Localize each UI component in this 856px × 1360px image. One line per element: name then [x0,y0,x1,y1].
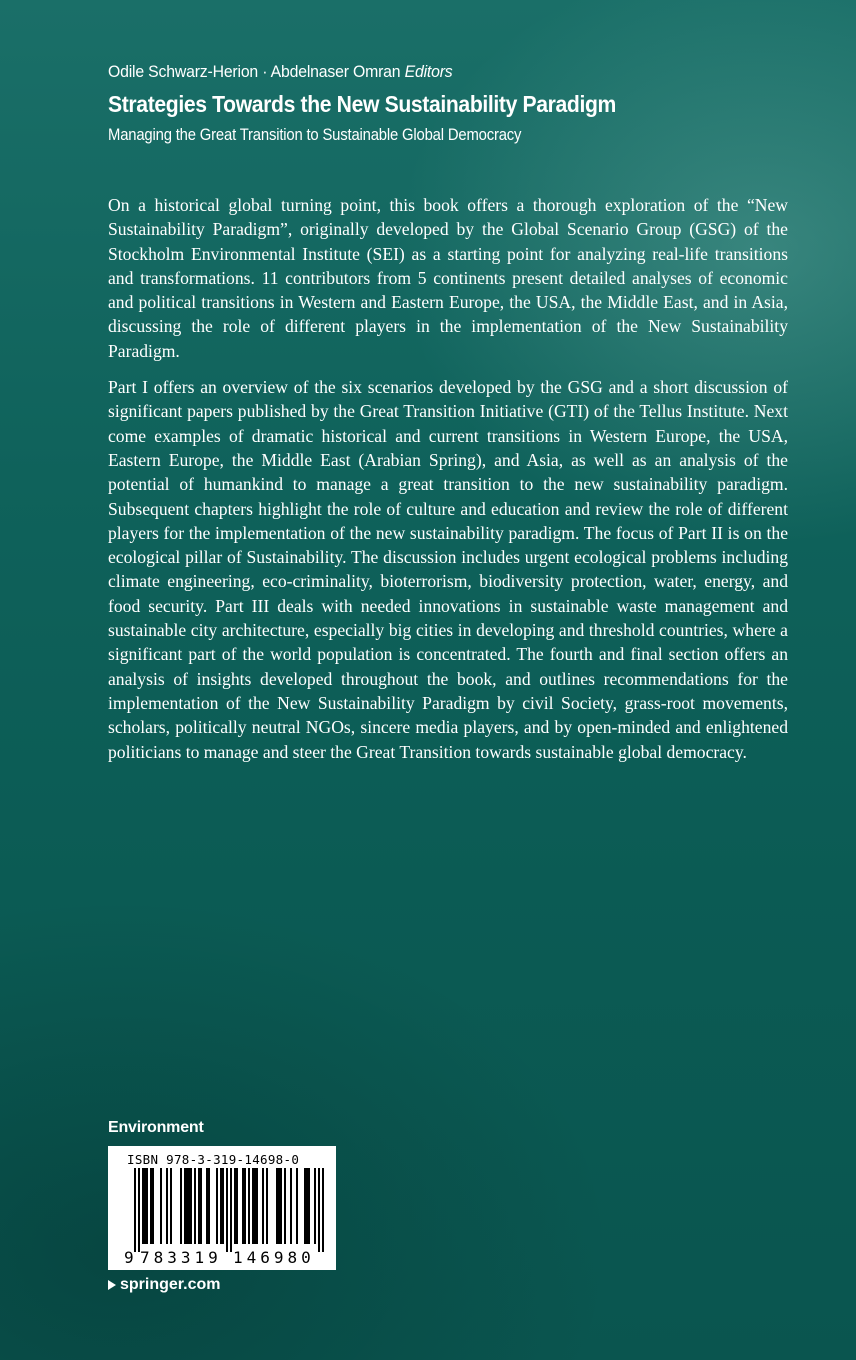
book-title: Strategies Towards the New Sustainability Paradigm [108,91,616,117]
barcode-bar [278,1168,280,1244]
barcode-bar [296,1168,298,1244]
barcode-bar [262,1168,264,1244]
isbn-barcode [108,1146,336,1270]
barcode-bar [306,1168,308,1244]
barcode-bar [198,1168,200,1244]
barcode-bar [308,1168,310,1244]
barcode-bar [180,1168,182,1244]
barcode-digits-left: 783319 [140,1248,222,1267]
book-subtitle: Managing the Great Transition to Sustainable Global Democracy [108,126,522,144]
barcode-bar [304,1168,306,1244]
barcode-digits-right: 146980 [233,1248,315,1267]
barcode-bar [194,1168,196,1244]
play-icon [108,1280,116,1290]
barcode-bar [266,1168,268,1244]
barcode-bar [322,1168,324,1252]
blurb-paragraph-1: On a historical global turning point, this book offers a thorough exploration of the “New Sustainability Paradigm”, originally developed by the Global Scenario Group (GSG) of the Stockholm Environmental Institute (SEI) as a starting point for analyzing real-life transitions and transformations. 11 contributors from 5 continents present detailed analyses of economic and political transitions in Western and Eastern Europe, the USA, the Middle East, and in Asia, discussing the role of different players in the implementation of the New Sustainability Paradigm. [108,195,788,361]
barcode-digit-first: 9 [124,1248,138,1267]
isbn-label: ISBN 978-3-319-14698-0 [127,1152,300,1167]
barcode-bar [200,1168,202,1244]
barcode-bar [144,1168,146,1244]
subject-category: Environment [108,1119,204,1136]
barcode-bar [242,1168,244,1244]
barcode-bar [160,1168,162,1244]
barcode-bar [226,1168,228,1252]
barcode-bar [190,1168,192,1244]
barcode-bar [146,1168,148,1244]
editors-line [108,62,453,82]
barcode-bar [284,1168,286,1244]
barcode-bar [234,1168,236,1244]
barcode-bar [134,1168,136,1252]
barcode-bar [184,1168,186,1244]
barcode-bar [216,1168,218,1244]
barcode-bar [152,1168,154,1244]
editor-names: Odile Schwarz-Herion · Abdelnaser Omran [108,62,401,81]
barcode-bar [276,1168,278,1244]
barcode-bar [166,1168,168,1244]
publisher-url: springer.com [120,1276,221,1293]
barcode-bar [222,1168,224,1244]
publisher-link[interactable] [108,1276,220,1294]
blurb-paragraph-2: Part I offers an overview of the six scenarios developed by the GSG and a short discussion of significant papers published by the Great Transition Initiative (GTI) of the Tellus Institute. Next come examples of dramatic historical and current transitions in Western Europe, the USA, Eastern Europe, the Middle East (Arabian Spring), and Asia, as well as an analysis of the potential of humankind to manage a great transition to the new sustainability paradigm. Subsequent chapters highlight the role of culture and education and review the role of different players for the implementation of the new sustainability paradigm. The focus of Part II is on the ecological pillar of Sustainability. The discussion includes urgent ecological problems including climate engineering, eco-criminality, bioterrorism, biodiversity protection, water, energy, and food security. Part III deals with needed innovations in sustainable waste management and sustainable city architecture, especially big cities in developing and threshold countries, where a significant part of the world population is concentrated. The fourth and final section offers an analysis of insights developed throughout the book, and outlines recommendations for the implementation of the New Sustainability Paradigm by civil Society, grass-root movements, scholars, politically neutral NGOs, sincere media players, and by open-minded and enlightened politicians to manage and steer the Great Transition towards sustainable global democracy. [108,377,788,762]
editors-role: Editors [404,62,453,81]
blurb-text [108,193,788,776]
barcode-bar [208,1168,210,1244]
barcode-bar [206,1168,208,1244]
barcode-bar [256,1168,258,1244]
barcode-bar [188,1168,190,1244]
barcode-bar [220,1168,222,1244]
barcode-bar [186,1168,188,1244]
barcode-bar [314,1168,316,1244]
barcode-bar [290,1168,292,1244]
barcode-bar [254,1168,256,1244]
barcode-bar [280,1168,282,1244]
barcode-bar [252,1168,254,1244]
barcode-bar [170,1168,172,1244]
barcode-bar [138,1168,140,1252]
barcode-bar [150,1168,152,1244]
barcode-bar [248,1168,250,1244]
barcode-bar [244,1168,246,1244]
barcode-bar [236,1168,238,1244]
barcode-bar [142,1168,144,1244]
barcode-bar [318,1168,320,1252]
barcode-bar [230,1168,232,1252]
